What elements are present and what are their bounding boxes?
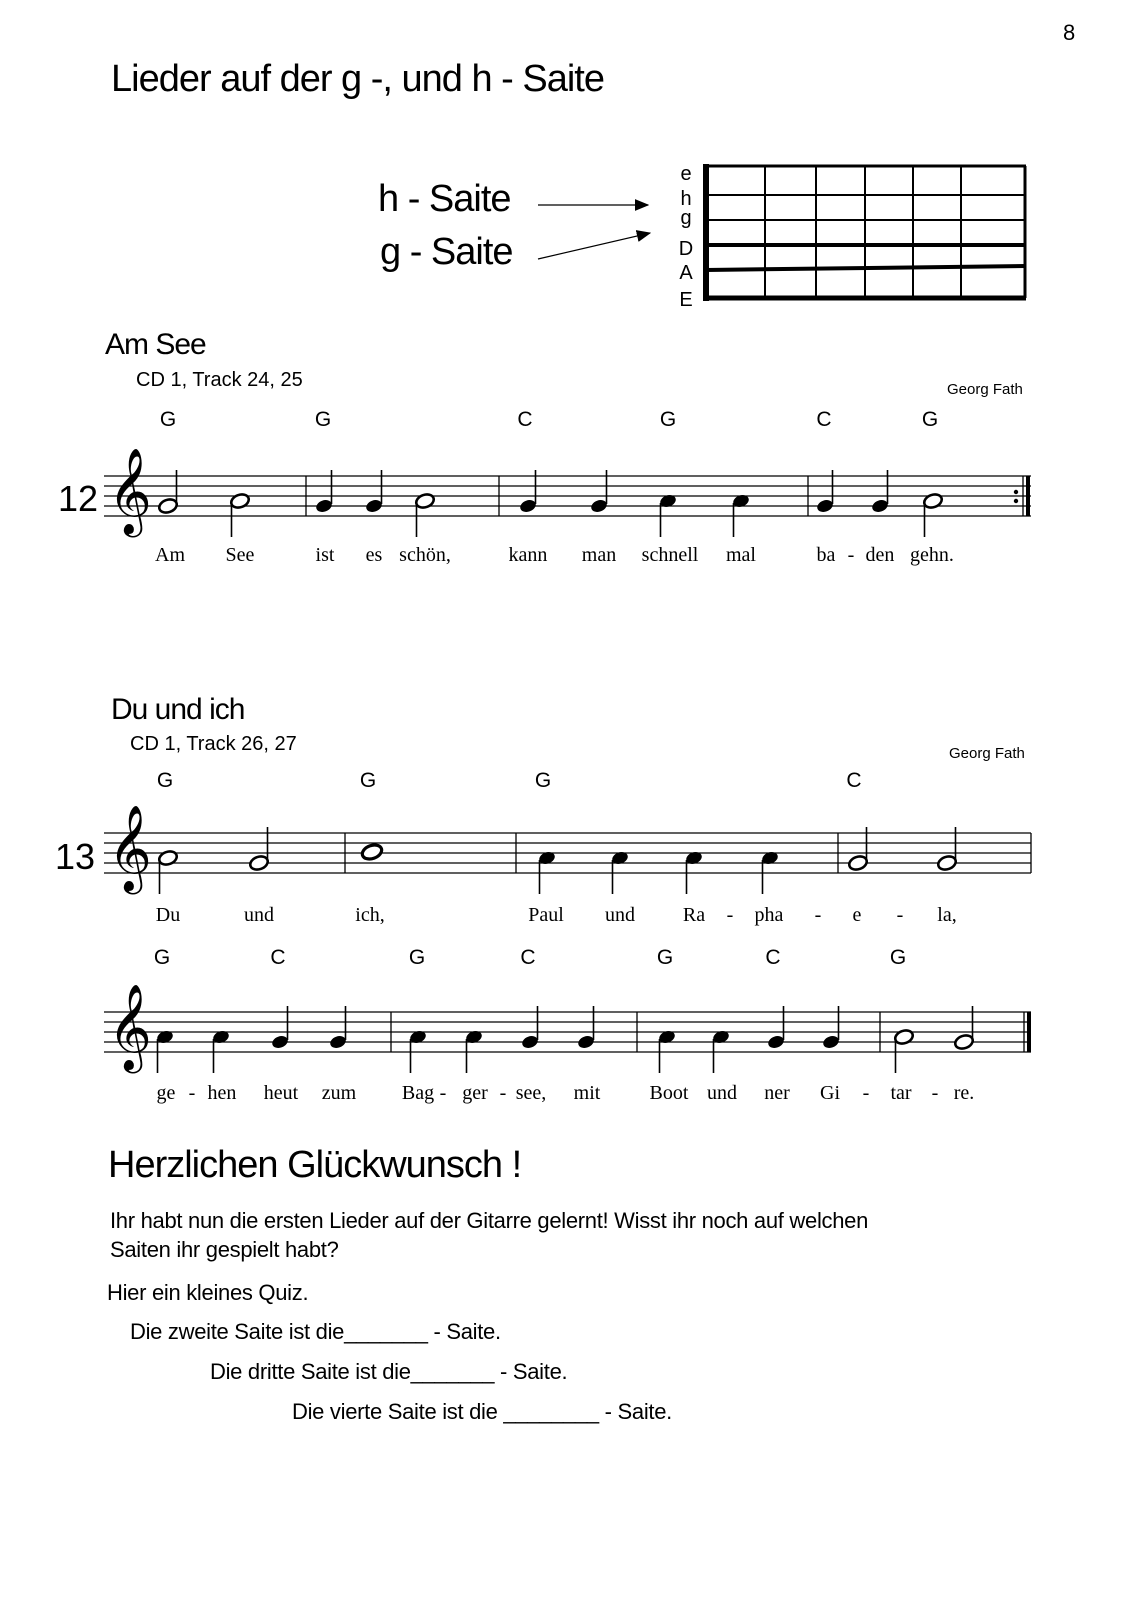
string-label-e: e — [680, 163, 692, 185]
song1-lyric: Am — [155, 544, 185, 566]
string-label-D: D — [678, 238, 694, 260]
song2-lyric: la, — [937, 904, 957, 926]
song2-chord: C — [520, 946, 536, 969]
song2-chord: G — [156, 769, 174, 792]
song2-lyric: Boot — [649, 1082, 689, 1104]
song2-chord: G — [656, 946, 674, 969]
song2-lyric: und — [707, 1082, 737, 1104]
quiz-question-3: Die vierte Saite ist die ________ - Saite. — [292, 1399, 672, 1424]
song1-lyric: schön, — [399, 544, 451, 566]
song2-number: 13 — [55, 836, 96, 877]
song2-lyric: re. — [953, 1082, 975, 1104]
congrats-heading: Herzlichen Glückwunsch ! — [108, 1144, 522, 1186]
song2-staff-line1 — [0, 800, 1131, 900]
congrats-paragraph-line1: Ihr habt nun die ersten Lieder auf der Gitarre gelernt! Wisst ihr noch auf welchen — [110, 1208, 869, 1233]
treble-clef-icon: 𝄞 — [108, 805, 152, 891]
quiz-intro: Hier ein kleines Quiz. — [107, 1280, 309, 1305]
song2-lyric: - — [726, 904, 734, 926]
song1-chord: G — [159, 408, 177, 431]
song2-lyric: mit — [573, 1082, 601, 1104]
song1-lyric: gehn. — [910, 544, 954, 566]
song2-lyric: - — [814, 904, 822, 926]
song2-lyric: und — [605, 904, 635, 926]
song2-lyric: pha — [754, 904, 784, 926]
g-string-label: g - Saite — [380, 231, 513, 273]
song1-lyric: mal — [726, 544, 756, 566]
song1-chord: C — [816, 408, 832, 431]
treble-clef-icon: 𝄞 — [108, 448, 152, 534]
song2-lyric: zum — [321, 1082, 357, 1104]
song2-lyric: - — [862, 1082, 870, 1104]
song2-chord: G — [534, 769, 552, 792]
song2-lyric: - — [931, 1082, 939, 1104]
song1-chord: G — [659, 408, 677, 431]
treble-clef-icon: 𝄞 — [108, 984, 152, 1070]
song2-lyric: - — [896, 904, 904, 926]
song1-lyric: ba — [816, 544, 836, 566]
song2-lyric: hen — [207, 1082, 237, 1104]
song1-number: 12 — [58, 478, 99, 519]
song2-notes-line2 — [156, 1006, 975, 1073]
fretboard-diagram — [0, 0, 1131, 320]
song2-lyric: Paul — [528, 904, 564, 926]
song2-lyric: Ra — [682, 904, 706, 926]
song2-lyric: - — [188, 1082, 196, 1104]
fretboard-grid — [706, 164, 1026, 301]
song2-lyric: ge — [156, 1082, 176, 1104]
page-title: Lieder auf der g -, und h - Saite — [111, 58, 604, 100]
song2-lyric: see, — [515, 1082, 547, 1104]
song1-composer: Georg Fath — [947, 381, 1023, 398]
song2-track: CD 1, Track 26, 27 — [130, 733, 297, 755]
song1-lyric: - — [847, 544, 855, 566]
song1-lyric: man — [581, 544, 617, 566]
song1-lyric: ist — [315, 544, 335, 566]
song2-composer: Georg Fath — [949, 745, 1025, 762]
song1-chord: G — [921, 408, 939, 431]
song1-lyric: kann — [508, 544, 548, 566]
song2-staff-line2 — [0, 980, 1131, 1080]
song2-lyric: - — [499, 1082, 507, 1104]
song1-lyric: den — [865, 544, 895, 566]
song2-chord: C — [765, 946, 781, 969]
song2-chord: G — [359, 769, 377, 792]
quiz-question-1: Die zweite Saite ist die_______ - Saite. — [130, 1319, 501, 1344]
string-label-A: A — [679, 262, 693, 284]
song2-lyric: Bag — [401, 1082, 435, 1104]
song2-chord: G — [153, 946, 171, 969]
song2-lyric: tar — [890, 1082, 912, 1104]
song2-lyric: e — [852, 904, 862, 926]
song2-lyric: und — [244, 904, 274, 926]
song2-chord: G — [889, 946, 907, 969]
song1-chord: C — [517, 408, 533, 431]
song1-notes — [157, 470, 943, 537]
song1-track: CD 1, Track 24, 25 — [136, 369, 303, 391]
song2-chord: C — [846, 769, 862, 792]
song1-title: Am See — [105, 328, 206, 361]
song2-lyric: - — [439, 1082, 447, 1104]
song2-chord: C — [270, 946, 286, 969]
song1-chord: G — [314, 408, 332, 431]
page-number: 8 — [1063, 20, 1076, 45]
song2-chord: G — [408, 946, 426, 969]
song2-lyric: ger — [462, 1082, 488, 1104]
song1-lyric: schnell — [641, 544, 699, 566]
string-label-g: g — [680, 207, 692, 229]
song2-lyric: Gi — [820, 1082, 840, 1104]
string-label-h: h — [680, 188, 692, 210]
g-string-arrow — [538, 233, 650, 259]
h-string-label: h - Saite — [378, 178, 511, 220]
song2-title: Du und ich — [111, 693, 245, 726]
congrats-paragraph-line2: Saiten ihr gespielt habt? — [110, 1237, 339, 1262]
song2-lyric: Du — [155, 904, 181, 926]
song2-lyric: heut — [263, 1082, 299, 1104]
song2-lyric: ich, — [355, 904, 385, 926]
song1-lyric: es — [365, 544, 383, 566]
song2-lyric: ner — [764, 1082, 790, 1104]
song1-lyric: See — [225, 544, 255, 566]
song1-staff — [0, 440, 1131, 540]
quiz-question-2: Die dritte Saite ist die_______ - Saite. — [210, 1359, 568, 1384]
string-label-E: E — [679, 289, 693, 311]
